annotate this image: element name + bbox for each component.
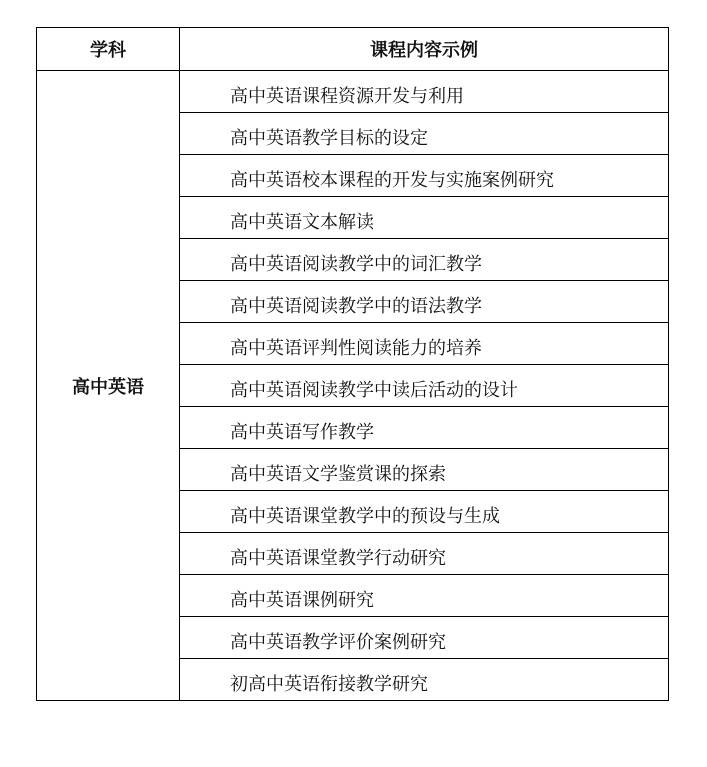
course-topic: 高中英语文学鉴赏课的探索	[180, 449, 669, 491]
table-row	[37, 71, 669, 113]
table-header-row	[37, 28, 669, 71]
course-topic: 高中英语阅读教学中读后活动的设计	[180, 365, 669, 407]
course-topic: 高中英语课堂教学行动研究	[180, 533, 669, 575]
header-subject: 学科	[37, 28, 180, 71]
course-topic: 高中英语阅读教学中的词汇教学	[180, 239, 669, 281]
course-topic: 高中英语阅读教学中的语法教学	[180, 281, 669, 323]
course-topic: 高中英语文本解读	[180, 197, 669, 239]
course-topic: 高中英语课例研究	[180, 575, 669, 617]
course-topic: 高中英语教学评价案例研究	[180, 617, 669, 659]
course-topic: 高中英语校本课程的开发与实施案例研究	[180, 155, 669, 197]
course-topic: 高中英语教学目标的设定	[180, 113, 669, 155]
subject-cell: 高中英语	[37, 71, 180, 701]
header-content: 课程内容示例	[180, 28, 669, 71]
course-topic: 高中英语课堂教学中的预设与生成	[180, 491, 669, 533]
course-topic: 高中英语课程资源开发与利用	[180, 71, 669, 113]
course-topic: 初高中英语衔接教学研究	[180, 659, 669, 701]
course-topic: 高中英语评判性阅读能力的培养	[180, 323, 669, 365]
course-topic: 高中英语写作教学	[180, 407, 669, 449]
course-content-table	[36, 27, 669, 701]
